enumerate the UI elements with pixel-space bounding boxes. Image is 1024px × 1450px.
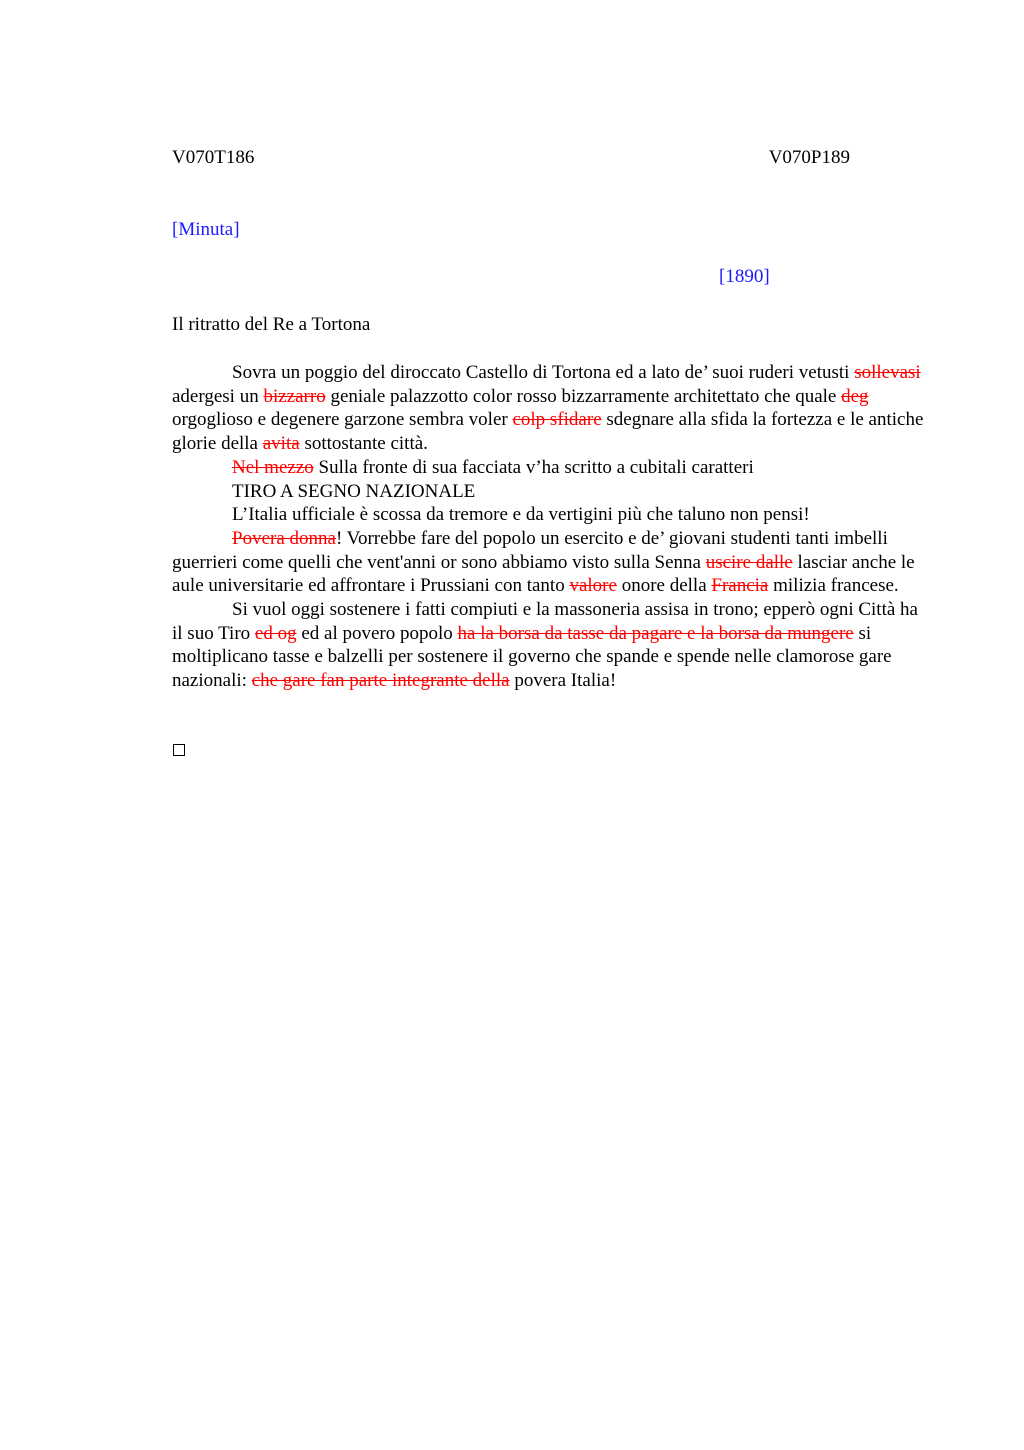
paragraph xyxy=(172,480,924,504)
minuta-label: [Minuta] xyxy=(172,219,240,240)
document-code-right: V070P189 xyxy=(768,147,850,168)
deleted-text: colp sfidare xyxy=(512,409,602,431)
text-segment: milizia francese. xyxy=(768,575,899,597)
paragraph xyxy=(172,598,924,693)
text-segment: sdegnare alla sfida la fortezza e le antiche glorie della xyxy=(172,409,924,455)
text-segment: Sulla fronte di sua facciata v’ha scritto a cubitali caratteri xyxy=(313,456,754,478)
text-segment: ! Vorrebbe fare del popolo un esercito e de’ giovani studenti tanti imbelli guerrieri come quelli che vent'anni or sono abbiamo visto sulla Senna xyxy=(172,527,888,573)
text-segment: Si vuol oggi sostenere i fatti compiuti e la massoneria assisa in trono; epperò ogni Città ha il suo Tiro xyxy=(172,599,918,644)
paragraph xyxy=(172,527,924,598)
checkbox-icon xyxy=(173,744,185,756)
paragraph xyxy=(172,503,924,527)
text-segment: povera Italia! xyxy=(509,670,617,692)
text-segment: sottostante città. xyxy=(299,433,428,455)
text-segment: L’Italia ufficiale è scossa da tremore e da vertigini più che taluno non pensi! xyxy=(232,504,810,526)
text-segment: onore della xyxy=(616,575,712,597)
text-segment: orgoglioso e degenere garzone sembra voler xyxy=(172,409,513,431)
deleted-text: Nel mezzo xyxy=(232,456,314,478)
deleted-text: valore xyxy=(569,575,617,597)
header-row xyxy=(172,147,852,171)
text-segment: geniale palazzotto color rosso bizzarramente architettato che quale xyxy=(325,385,842,407)
paragraph xyxy=(172,361,924,456)
text-segment: lasciar anche le aule universitarie ed affrontare i Prussiani con tanto xyxy=(172,551,915,597)
deleted-text: bizzarro xyxy=(263,385,326,407)
body-text xyxy=(172,361,924,693)
deleted-text: che gare fan parte integrante della xyxy=(251,670,510,692)
deleted-text: Francia xyxy=(711,575,769,597)
text-segment: ed al povero popolo xyxy=(296,622,458,644)
text-segment: si moltiplicano tasse e balzelli per sostenere il governo che spande e spende nelle clamorose gare nazionali: xyxy=(172,622,892,692)
paragraph xyxy=(172,456,924,480)
deleted-text: sollevasi xyxy=(854,362,921,383)
year-label: [1890] xyxy=(719,266,770,287)
document-title: Il ritratto del Re a Tortona xyxy=(172,314,371,335)
text-segment: Sovra un poggio del diroccato Castello di Tortona ed a lato de’ suoi ruderi vetusti xyxy=(232,362,855,383)
deleted-text: avita xyxy=(262,433,300,455)
deleted-text: ha la borsa da tasse da pagare e la borsa da mungere xyxy=(457,622,854,644)
deleted-text: Povera donna xyxy=(232,527,336,549)
text-segment: TIRO A SEGNO NAZIONALE xyxy=(232,480,476,502)
deleted-text: deg xyxy=(841,385,869,407)
text-segment: adergesi un xyxy=(172,385,264,407)
deleted-text: uscire dalle xyxy=(705,551,793,573)
deleted-text: ed og xyxy=(254,622,297,644)
document-code-left: V070T186 xyxy=(172,147,255,168)
